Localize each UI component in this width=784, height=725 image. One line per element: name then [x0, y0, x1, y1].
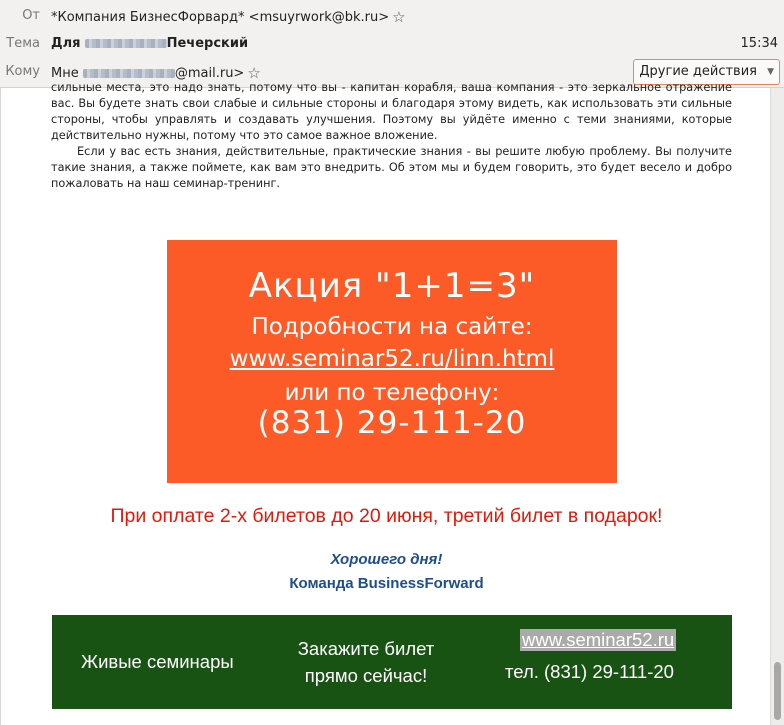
promo-details: Подробности на сайте: — [251, 314, 533, 340]
banner-live-seminars: Живые семинары — [81, 651, 234, 672]
subject-label: Тема — [6, 36, 40, 51]
banner-order-line1: Закажите билет — [297, 638, 435, 659]
other-actions-label: Другие действия — [639, 64, 757, 79]
promo-block — [167, 240, 617, 483]
message-time: 15:34 — [740, 36, 778, 51]
from-address[interactable]: *Компания БизнесФорвард* <msuyrwork@bk.ru> — [51, 10, 390, 25]
star-icon[interactable]: ☆ — [392, 8, 406, 26]
promo-phone: (831) 29-111-20 — [257, 405, 527, 441]
banner-order-line2: прямо сейчас! — [304, 665, 428, 686]
offer-text: При оплате 2-х билетов до 20 июня, третий билет в подарок! — [110, 505, 663, 527]
chevron-down-icon: ▼ — [767, 67, 774, 77]
promo-or-phone: или по телефону: — [284, 380, 500, 406]
redacted-name — [85, 39, 167, 48]
subject-prefix: Для — [51, 36, 81, 51]
paragraph-2: Если у вас есть знания, действительные, практические знания - вы решите любую проблему. Вы получите такие знания, а также поймете, как вам это внедрить. Об этом мы и будем говорить, это будет весело и добро пожаловать на наш семинар-тренинг. — [51, 145, 732, 190]
to-prefix: Мне — [51, 66, 79, 81]
from-value[interactable] — [51, 8, 406, 26]
greeting-line: Хорошего дня! — [330, 551, 443, 568]
vertical-scrollbar[interactable] — [770, 88, 784, 725]
redacted-email — [83, 69, 175, 78]
scrollbar-thumb[interactable] — [774, 662, 781, 720]
star-icon[interactable]: ☆ — [247, 64, 261, 82]
to-suffix[interactable]: @mail.ru> — [174, 66, 245, 81]
banner-site-link[interactable]: www.seminar52.ru — [522, 629, 675, 650]
banner-phone: тел. (831) 29-111-20 — [505, 661, 674, 682]
subject-row — [0, 31, 784, 57]
from-row — [0, 3, 784, 29]
signature-line: Команда BusinessForward — [289, 575, 484, 592]
to-label: Кому — [5, 64, 40, 79]
promo-title: Акция "1+1=3" — [248, 266, 536, 306]
subject-suffix: Печерский — [166, 36, 249, 51]
intro-text — [51, 80, 732, 192]
paragraph-1: сильные места, это надо знать, потому что вы - капитан корабля, ваша компания - это зеркальное отражение вас. Вы будете знать свои слабые и сильные стороны и благодаря этому видеть, как использовать эти сильные стороны, чтобы управлять и создавать улучшения. Поэтому вы уйдёте именно с теми знаниями, которые действительно нужны, потому что это самое важное вложение. — [51, 81, 732, 142]
message-header — [0, 0, 784, 88]
message-body — [0, 81, 772, 725]
from-label: От — [22, 8, 40, 23]
subject-value — [51, 36, 248, 51]
banner-order — [292, 635, 440, 689]
promo-link[interactable]: www.seminar52.ru/linn.html — [229, 346, 555, 372]
footer-banner — [52, 615, 732, 709]
